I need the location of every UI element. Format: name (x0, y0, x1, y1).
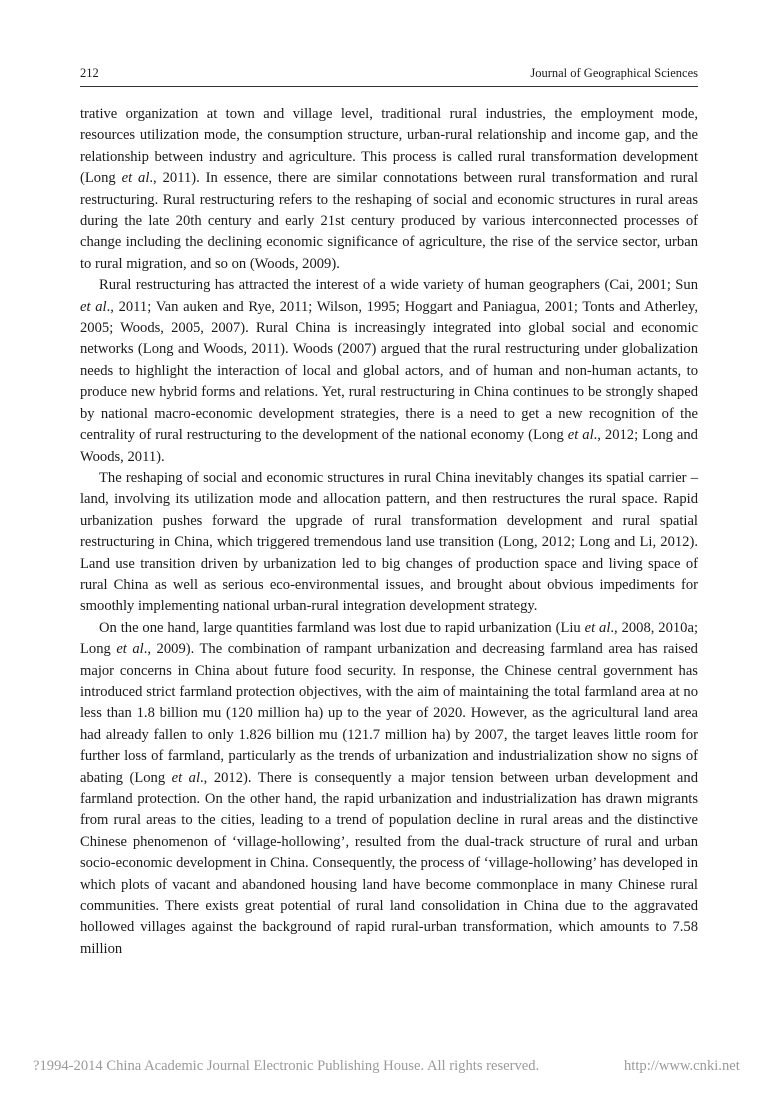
paragraph-1 (80, 104, 698, 275)
italic-run: et al (567, 427, 594, 444)
text-run: ., 2009). The combination of rampant urbanization and decreasing farmland area has raised major concerns in China about future food security. In response, the Chinese central government has introduced strict farmland protection objectives, with the aim of maintaining the total farmland area at no less than 1.8 billion mu (120 million ha) up to the year of 2020. However, as the agricultural land area had already fallen to only 1.826 billion mu (121.7 million ha) by 2007, the target leaves little room for further loss of farmland, particularly as the trends of urbanization and industrialization show no signs of abating (Long (80, 641, 698, 786)
italic-run: et al (584, 619, 611, 636)
running-header (80, 66, 698, 84)
page-footer (0, 1058, 776, 1080)
article-body (80, 104, 698, 960)
italic-run: et al (80, 298, 107, 315)
journal-title: Journal of Geographical Sciences (530, 66, 698, 80)
italic-run: et al (171, 769, 201, 786)
header-rule (80, 86, 698, 87)
text-run: ., 2011). In essence, there are similar connotations between rural transformation and rural restructuring. Rural restructuring refers to the reshaping of social and economic structures in rural areas during the late 20th century and early 21st century produced by various interconnected processes of change including the declining economic significance of agriculture, the rise of the service sector, urban to rural migration, and so on (Woods, 2009). (80, 170, 698, 272)
page-number: 212 (80, 66, 99, 80)
paragraph-4 (80, 618, 698, 961)
copyright-notice: ?1994-2014 China Academic Journal Electronic Publishing House. All rights reserved. (33, 1058, 540, 1074)
text-run: ., 2012; Long and Woods, 2011). (80, 427, 698, 465)
text-run: The reshaping of social and economic structures in rural China inevitably changes its spatial carrier – land, involving its utilization mode and allocation pattern, and then restructures the rural space. Rapid urbanization pushes forward the upgrade of rural transformation development and rural spatial restructuring in China, which triggered tremendous land use transition (Long, 2012; Long and Li, 2012). Land use transition driven by urbanization led to big changes of production space and living space of rural China as well as serious eco-environmental issues, and brought about obvious impediments for smoothly implementing national urban-rural integration development strategy. (80, 469, 698, 615)
text-run: ., 2011; Van auken and Rye, 2011; Wilson, 1995; Hoggart and Paniagua, 2001; Tonts and Atherley, 2005; Woods, 2005, 2007). Rural China is increasingly integrated into global social and economic networks (Long and Woods, 2011). Woods (2007) argued that the rural restructuring under globalization needs to highlight the interaction of local and global actors, and of human and non-human actants, to produce new hybrid forms and relations. Yet, rural restructuring in China continues to be strongly shaped by national macro-economic development strategies, there is a need to get a new recognition of the centrality of rural restructuring to the development of the national economy (Long (80, 298, 698, 444)
footer-url[interactable]: http://www.cnki.net (624, 1058, 740, 1074)
paragraph-2 (80, 275, 698, 468)
paragraph-3 (80, 468, 698, 618)
text-run: Rural restructuring has attracted the interest of a wide variety of human geographers (Cai, 2001; Sun (99, 277, 698, 294)
italic-run: et al (121, 170, 150, 187)
text-run: ., 2008, 2010a; Long (80, 619, 698, 658)
text-run: trative organization at town and village level, traditional rural industries, the employment mode, resources utilization mode, the consumption structure, urban-rural relationship and income gap, and the relationship between industry and agriculture. This process is called rural transformation development (Long (80, 106, 698, 187)
text-run: On the one hand, large quantities farmland was lost due to rapid urbanization (Liu (99, 619, 585, 636)
italic-run: et al (116, 641, 144, 658)
text-run: ., 2012). There is consequently a major tension between urban development and farmland protection. On the other hand, the rapid urbanization and industrialization has drawn migrants from rural areas to the cities, leading to a trend of population decline in rural areas and the distinctive Chinese phenomenon of ‘village-hollowing’, resulted from the dual-track structure of rural and urban socio-economic development in China. Consequently, the process of ‘village-hollowing’ has developed in which plots of vacant and abandoned housing land have become commonplace in many Chinese rural communities. There exists great potential of rural land consolidation in China due to the aggravated hollowed villages against the background of rapid rural-urban transformation, which amounts to 7.58 million (80, 769, 698, 957)
